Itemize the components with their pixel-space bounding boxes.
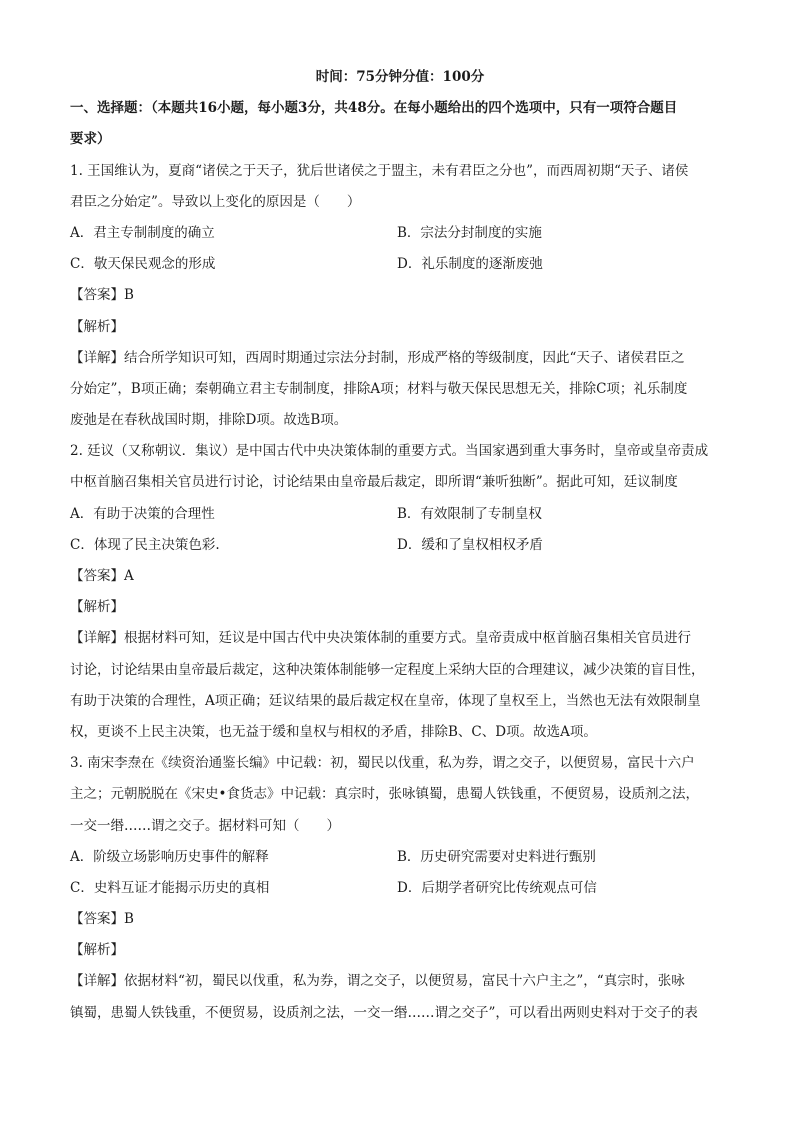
option-a: A．有助于决策的合理性: [70, 505, 215, 522]
question-stem-line: 一交一缗……谓之交子。据材料可知（ ）: [70, 817, 340, 834]
answer-label: 【答案】: [70, 568, 124, 584]
detail-line: 权，更谈不上民主决策，也无益于缓和皇权与相权的矛盾，排除B、C、D项。故选A项。: [70, 723, 597, 740]
detail-label: 【详解】: [70, 349, 124, 366]
detail-line: 分始定”，B项正确；秦朝确立君主专制制度，排除A项；材料与敬天保民思想无关，排除C项；礼乐制度: [70, 380, 688, 397]
answer-line: [70, 561, 730, 592]
detail-line: 【详解】结合所学知识可知，西周时期通过宗法分封制，形成严格的等级制度，因此“天子、诸侯君臣之: [70, 349, 685, 366]
option-d: D．缓和了皇权相权矛盾: [397, 536, 543, 553]
options-row: [70, 218, 730, 249]
answer-line: [70, 904, 730, 935]
detail-line: 有助于决策的合理性，A项正确；廷议结果的最后裁定权在皇帝，体现了皇权至上，当然也无法有效限制皇: [70, 692, 701, 709]
detail-line: 【详解】依据材料“初，蜀民以伐重，私为券，谓之交子，以便贸易，富民十六户主之”，“真宗时，张咏: [70, 973, 685, 990]
option-a: A．君主专制制度的确立: [70, 224, 215, 241]
option-b: B．有效限制了专制皇权: [397, 505, 542, 522]
options-row: [70, 842, 730, 873]
answer-label: 【答案】: [70, 287, 124, 304]
answer-line: [70, 280, 730, 311]
option-d: D．后期学者研究比传统观点可信: [397, 879, 597, 896]
detail-block: [70, 966, 730, 1028]
options-row: [70, 249, 730, 280]
option-d: D．礼乐制度的逐渐废弛: [397, 256, 543, 273]
options-row: [70, 530, 730, 561]
question-2: [70, 436, 730, 748]
question-stem-line: 主之；元朝脱脱在《宋史•食货志》中记载：真宗时，张咏镇蜀，患蜀人铁钱重，不便贸易，设质剂之法，: [70, 786, 699, 803]
option-a: A．阶级立场影响历史事件的解释: [70, 848, 269, 865]
answer-label: 【答案】: [70, 911, 124, 928]
option-b: B．宗法分封制度的实施: [397, 224, 542, 241]
option-c: C．体现了民主决策色彩.: [70, 536, 220, 553]
answer-value: A: [124, 568, 134, 584]
question-stem-line: 中枢首脑召集相关官员进行讨论，讨论结果由皇帝最后裁定，即所谓“兼听独断”。据此可知，廷议制度: [70, 474, 678, 491]
detail-block: [70, 623, 730, 748]
options-row: [70, 873, 730, 904]
option-c: C．敬天保民观念的形成: [70, 256, 216, 273]
option-c: C．史料互证才能揭示历史的真相: [70, 879, 270, 896]
document-page: [70, 62, 730, 1029]
answer-value: B: [124, 287, 134, 304]
answer-value: B: [124, 911, 134, 928]
question-stem-line: 2. 廷议（又称朝议．集议）是中国古代中央决策体制的重要方式。当国家遇到重大事务时，皇帝或皇帝责成: [70, 443, 709, 460]
exam-header: 时间：75分钟分值：100分: [315, 69, 485, 85]
detail-line: 镇蜀，患蜀人铁钱重，不便贸易，设质剂之法，一交一缗……谓之交子”，可以看出两则史料对于交子的表: [70, 1004, 698, 1021]
options-row: [70, 499, 730, 530]
detail-block: [70, 343, 730, 437]
question-stem-line: 1. 王国维认为，夏商“诸侯之于天子，犹后世诸侯之于盟主，未有君臣之分也”，而西周初期“天子、诸侯: [70, 162, 689, 179]
section-heading-line1: 一、选择题：（本题共16小题，每小题3分，共48分。在每小题给出的四个选项中，只有一项符合题目: [70, 100, 678, 117]
analysis-label: 【解析】: [70, 318, 124, 335]
question-stem-line: 3. 南宋李焘在《续资治通鉴长编》中记载：初，蜀民以伐重，私为券，谓之交子，以便贸易，富民十六户: [70, 755, 695, 772]
option-b: B．历史研究需要对史料进行甄别: [397, 848, 596, 865]
analysis-label: 【解析】: [70, 599, 124, 616]
detail-line: 【详解】根据材料可知，廷议是中国古代中央决策体制的重要方式。皇帝责成中枢首脑召集相关官员进行: [70, 630, 691, 647]
detail-line: 讨论，讨论结果由皇帝最后裁定，这种决策体制能够一定程度上采纳大臣的合理建议，减少决策的盲目性，: [70, 661, 705, 678]
question-1: [70, 156, 730, 437]
analysis-label: 【解析】: [70, 942, 124, 959]
question-stem-line: 君臣之分始定”。导致以上变化的原因是（ ）: [70, 193, 361, 210]
detail-label: 【详解】: [70, 630, 124, 647]
detail-label: 【详解】: [70, 973, 124, 990]
question-3: [70, 748, 730, 1029]
section-heading-line2: 要求）: [70, 131, 111, 148]
detail-line: 废弛是在春秋战国时期，排除D项。故选B项。: [70, 412, 348, 429]
